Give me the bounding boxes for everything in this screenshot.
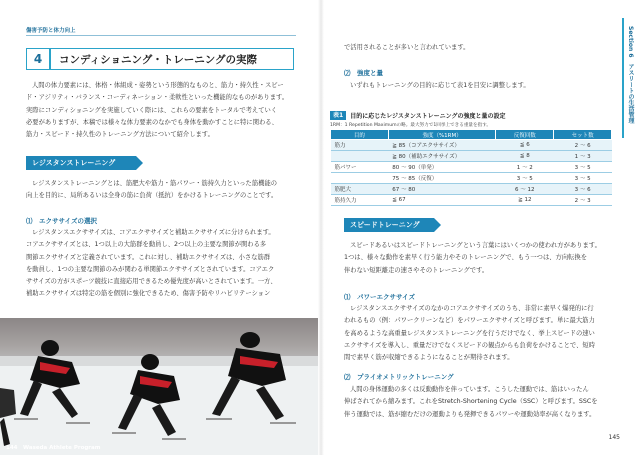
text-line: 伴う運動では、筋が縮むだけの運動よりも発揮できるパワーや運動効率が高くなります。 bbox=[344, 410, 596, 418]
table-cell: ≦ 67 bbox=[388, 195, 496, 206]
table-cell: 2 ～ 6 bbox=[554, 140, 612, 151]
speed-paragraph bbox=[344, 240, 616, 277]
text-line: 実際にコンディショニングを実施していく際には、これらの要素をトータルで考えていく bbox=[26, 106, 278, 114]
power-exercise-heading: ⑴ パワーエクササイズ bbox=[344, 293, 415, 301]
table-cell: ≧ 80（補助エクササイズ） bbox=[388, 151, 496, 162]
page-footer-left: 144 Waseda Athlete Program bbox=[6, 445, 101, 451]
text-line: 1つは、様々な動作を素早く行う能力やそのトレーニングで、もう一つは、方向転換を bbox=[344, 254, 588, 262]
running-head-rule bbox=[26, 35, 296, 36]
table-header-row bbox=[331, 130, 612, 140]
skaters-illustration bbox=[0, 318, 318, 455]
table-row bbox=[331, 151, 612, 162]
table-title bbox=[330, 110, 612, 121]
text-line: 必要がありますが、本稿では様々な体力要素のなかでも身体を動かすことに特に関わる、 bbox=[26, 118, 278, 126]
text-line: 関節エクササイズと定義されています。これに対し、補助エクササイズは、小さな筋群 bbox=[26, 253, 271, 261]
table-cell: 6 ～ 12 bbox=[496, 184, 554, 195]
column-header: 目的 bbox=[331, 130, 389, 140]
exercise-selection-heading: ⑴ エクササイズの選択 bbox=[26, 217, 97, 225]
table-caption: 目的に応じたレジスタンストレーニングの強度と量の設定 bbox=[350, 113, 506, 120]
table-badge: 表1 bbox=[330, 111, 346, 120]
table-cell: ≧ 12 bbox=[496, 195, 554, 206]
text-line: を高めるような高重量レジスタンストレーニングを行うだけでなく、挙上スピードの速い bbox=[344, 329, 595, 337]
table-row bbox=[331, 184, 612, 195]
table-cell: 75 ～ 85（反復） bbox=[388, 173, 496, 184]
table-cell: 筋肥大 bbox=[331, 184, 389, 195]
text-line: スピードあるいはスピードトレーニングという言葉にはいくつかの使われ方があります。 bbox=[350, 242, 601, 249]
speed-training-section-title: スピードトレーニング bbox=[344, 218, 434, 232]
table-cell: 67 ～ 80 bbox=[388, 184, 496, 195]
plyometric-paragraph bbox=[344, 384, 616, 421]
text-line: エクササイズを導入し、重量だけでなくスピードの観点からも負荷をかけることで、短時 bbox=[344, 341, 595, 349]
table-cell: ≦ 8 bbox=[496, 151, 554, 162]
text-line: コアエクササイズとは、1つ以上の大筋群を動員し、2つ以上の主要な関節が関わる多 bbox=[26, 241, 267, 249]
table-cell: 1 ～ 2 bbox=[496, 162, 554, 173]
column-header: 反復回数 bbox=[496, 130, 554, 140]
text-line: われるもの（例：パワークリーンなど）をパワーエクササイズと呼びます。単に最大筋力 bbox=[344, 317, 595, 325]
table-cell: ≦ 6 bbox=[496, 140, 554, 151]
intensity-text: いずれもトレーニングの目的に応じて表1を目安に調整します。 bbox=[350, 82, 530, 89]
text-line: レジスタンストレーニングとは、筋肥大や筋力・筋パワー・筋持久力といった筋機能の bbox=[32, 180, 278, 187]
page-number: 145 bbox=[608, 434, 620, 441]
text-line: 補助エクササイズは特定の筋を個別に強化できるため、傷害予防やリハビリテーション bbox=[26, 290, 271, 298]
table-cell: 2 ～ 3 bbox=[554, 195, 612, 206]
text-line: 伸ばされてから縮みます。これをStretch-Shortening Cycle（SSC）と呼びます。SSCを bbox=[344, 398, 598, 406]
table-cell: 80 ～ 90（単発） bbox=[388, 162, 496, 173]
intro-paragraph bbox=[26, 80, 296, 141]
table-row bbox=[331, 140, 612, 151]
text-line: を動員し、1つの主要な関節のみが関わる単関節エクササイズとされています。コアエク bbox=[26, 265, 275, 273]
exercise-selection-paragraph bbox=[26, 227, 296, 301]
table-cell: 3 ～ 5 bbox=[554, 162, 612, 173]
text-line: レジスタンスエクササイズは、コアエクササイズと補助エクササイズに分けられます。 bbox=[32, 229, 275, 236]
table-note: 1RM：1 Repetition Maximumの略。最大努力で1回挙上できる重量を指す。 bbox=[330, 123, 492, 128]
table-row bbox=[331, 195, 612, 206]
section-side-tab-label: Section 6 アスリートの生活管理 bbox=[627, 26, 634, 124]
table-cell: 筋持久力 bbox=[331, 195, 389, 206]
column-header: セット数 bbox=[554, 130, 612, 140]
text-line: レジスタンスエクササイズのなかのコアエクササイズのうち、非常に素早く爆発的に行 bbox=[350, 305, 594, 312]
power-exercise-paragraph bbox=[344, 303, 616, 364]
table-cell: 1 ～ 3 bbox=[554, 151, 612, 162]
plyometric-heading: ⑵ プライオメトリックトレーニング bbox=[344, 373, 454, 381]
continuation-line: で活用されることが多いと言われています。 bbox=[344, 44, 470, 51]
resistance-training-section-title: レジスタンストレーニング bbox=[26, 156, 136, 170]
text-line: ド・アジリティ・バランス・コーディネーション・柔軟性といった機能的なものがあります。 bbox=[26, 94, 289, 102]
table-cell: 筋パワー bbox=[331, 162, 389, 173]
text-line: 向上を目的に、局所あるいは全身の筋に負荷（抵抗）をかけるトレーニングのことです。 bbox=[26, 192, 278, 200]
text-line: 人間の体力要素には、体格・体組成・姿勢という形態的なものと、筋力・持久性・スピー bbox=[32, 82, 284, 89]
chapter-number: 4 bbox=[27, 49, 51, 69]
resistance-paragraph bbox=[26, 178, 296, 203]
resistance-parameters-table bbox=[330, 129, 612, 206]
text-line: 間で素早く筋が収縮できるようになることが期待されます。 bbox=[344, 354, 514, 362]
chapter-title: コンディショニング・トレーニングの実際 bbox=[59, 53, 258, 66]
table-row bbox=[331, 173, 612, 184]
table-row bbox=[331, 162, 612, 173]
intensity-heading: ⑵ 強度と量 bbox=[344, 69, 383, 77]
table-cell: 3 ～ 5 bbox=[496, 173, 554, 184]
table-cell: 3 ～ 6 bbox=[554, 184, 612, 195]
table-cell bbox=[331, 173, 389, 184]
table-cell: ≧ 85（コアエクササイズ） bbox=[388, 140, 496, 151]
column-header: 強度（%1RM） bbox=[388, 130, 496, 140]
chapter-heading bbox=[26, 48, 294, 70]
speed-skaters-photo bbox=[0, 318, 318, 455]
text-line: 人間の身体運動の多くは反動動作を伴っています。こうした運動では、筋はいったん bbox=[350, 386, 589, 393]
section-side-tab bbox=[622, 18, 636, 138]
running-head: 傷害予防と体力向上 bbox=[26, 28, 76, 34]
text-line: ササイズの方がスポーツ競技に直接応用できるため優先度が高いとされています。一方、 bbox=[26, 278, 277, 286]
text-line: 筋力・スピード・持久性のトレーニング方法について紹介します。 bbox=[26, 131, 214, 139]
table-cell bbox=[331, 151, 389, 162]
table-cell: 3 ～ 5 bbox=[554, 173, 612, 184]
text-line: 伴わない短距離走の速さやそのトレーニングです。 bbox=[344, 266, 489, 274]
table-cell: 筋力 bbox=[331, 140, 389, 151]
